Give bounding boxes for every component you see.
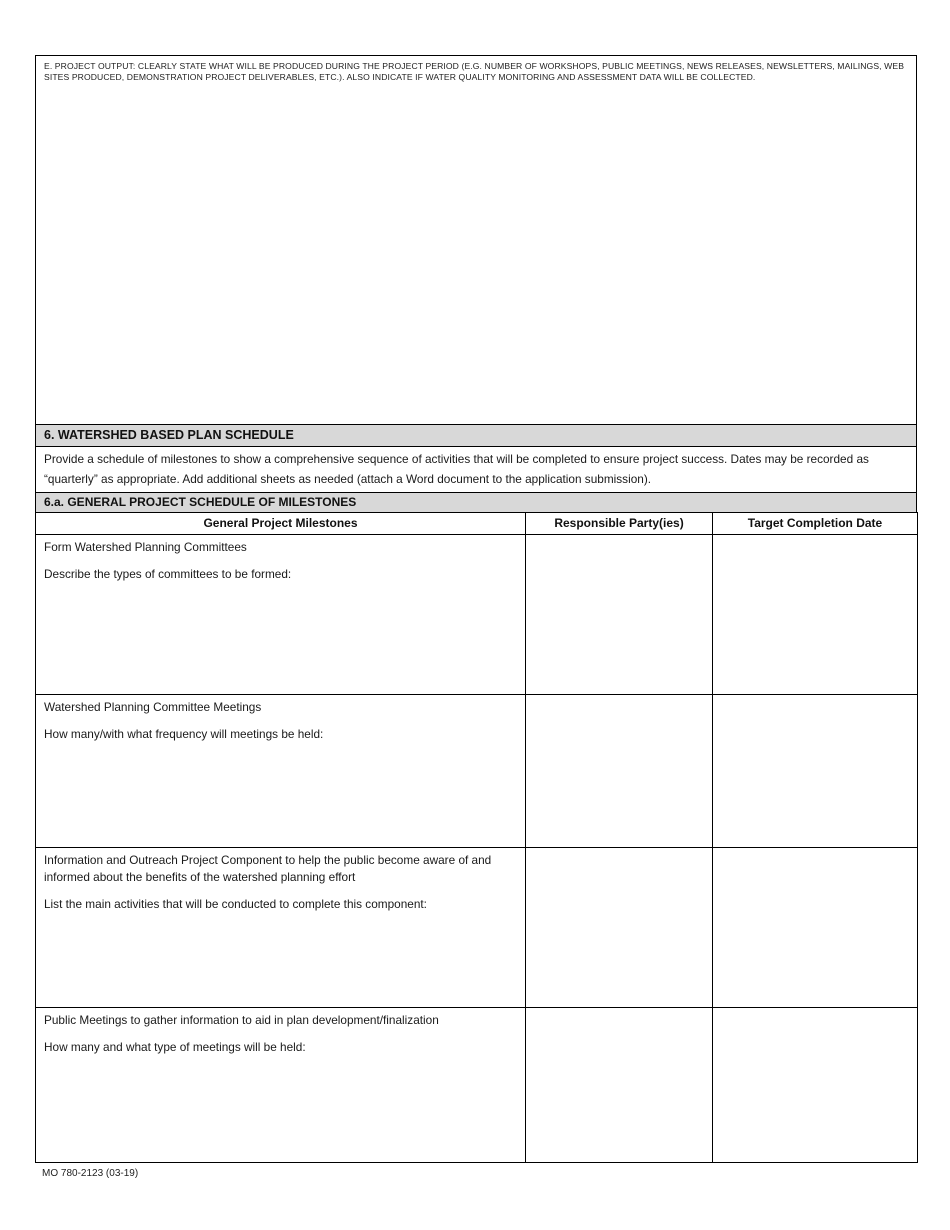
milestone-cell <box>36 695 526 848</box>
milestone-title: Watershed Planning Committee Meetings <box>44 700 262 714</box>
milestone-title: Information and Outreach Project Component to help the public become aware of and informed about the benefits of the watershed planning effort <box>44 853 492 884</box>
project-output-input-area[interactable] <box>36 83 916 413</box>
table-row-public-meetings <box>36 1008 918 1163</box>
section6-instructions: Provide a schedule of milestones to show a comprehensive sequence of activities that will be completed to ensure project success. Dates may be recorded as “quarterly” as appropriate. Add additional sheets as needed (attach a Word document to the application submission). <box>35 446 917 493</box>
milestone-prompt: Describe the types of committees to be formed: <box>44 567 292 581</box>
table-row-form-committees <box>36 535 918 695</box>
section6-header: 6. WATERSHED BASED PLAN SCHEDULE <box>35 424 917 447</box>
table-row-committee-meetings <box>36 695 918 848</box>
milestone-title: Form Watershed Planning Committees <box>44 540 247 554</box>
section6a-header: 6.a. GENERAL PROJECT SCHEDULE OF MILESTONES <box>35 492 917 513</box>
responsible-party-input-cell[interactable] <box>526 535 713 695</box>
project-output-section <box>35 55 917 425</box>
responsible-party-input-cell[interactable] <box>526 1008 713 1163</box>
target-completion-date-input-cell[interactable] <box>713 848 918 1008</box>
milestone-prompt: How many/with what frequency will meetings be held: <box>44 727 324 741</box>
milestone-cell <box>36 1008 526 1163</box>
col-header-target-completion-date: Target Completion Date <box>713 513 918 535</box>
col-header-general-project-milestones: General Project Milestones <box>36 513 526 535</box>
milestone-prompt: How many and what type of meetings will be held: <box>44 1040 306 1054</box>
responsible-party-input-cell[interactable] <box>526 695 713 848</box>
milestone-title: Public Meetings to gather information to aid in plan development/finalization <box>44 1013 439 1027</box>
milestone-cell <box>36 848 526 1008</box>
target-completion-date-input-cell[interactable] <box>713 695 918 848</box>
milestones-table <box>35 512 918 1163</box>
table-header-row <box>36 513 918 535</box>
project-output-label: E. PROJECT OUTPUT: CLEARLY STATE WHAT WILL BE PRODUCED DURING THE PROJECT PERIOD (E.G. NUMBER OF WORKSHOPS, PUBLIC MEETINGS, NEWS RELEASES, NEWSLETTERS, MAILINGS, WEB SITES PRODUCED, DEMONSTRATION PROJECT DELIVERABLES, ETC.). ALSO INDICATE IF WATER QUALITY MONITORING AND ASSESSMENT DATA WILL BE COLLECTED. <box>44 61 905 82</box>
milestone-prompt: List the main activities that will be conducted to complete this component: <box>44 897 427 911</box>
table-row-information-outreach <box>36 848 918 1008</box>
responsible-party-input-cell[interactable] <box>526 848 713 1008</box>
milestone-cell <box>36 535 526 695</box>
col-header-responsible-parties: Responsible Party(ies) <box>526 513 713 535</box>
form-number: MO 780-2123 (03-19) <box>42 1168 139 1179</box>
target-completion-date-input-cell[interactable] <box>713 1008 918 1163</box>
form-content <box>35 55 917 1179</box>
target-completion-date-input-cell[interactable] <box>713 535 918 695</box>
